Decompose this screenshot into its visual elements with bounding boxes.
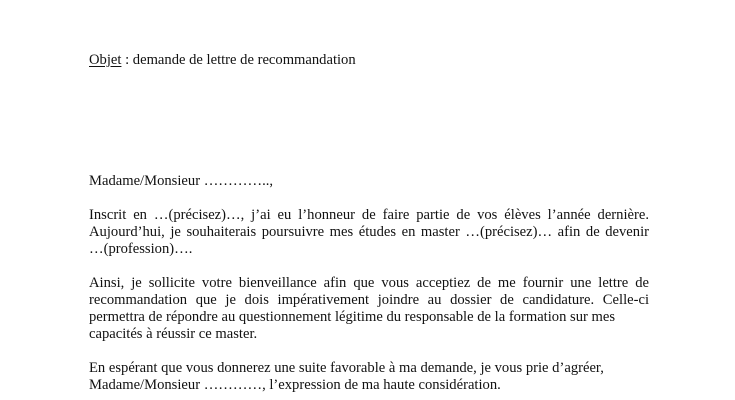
paragraph-3 xyxy=(89,360,649,394)
salutation: Madame/Monsieur ………….., xyxy=(89,173,274,189)
paragraph-3-line: Madame/Monsieur …………, l’expression de ma haute considération. xyxy=(89,377,501,393)
paragraph-2-line: recommandation que je dois impérativement joindre au dossier de candidature. Celle-ci xyxy=(89,292,649,308)
paragraph-2-line: permettra de répondre au questionnement légitime du responsable de la formation sur mes xyxy=(89,309,616,325)
paragraph-1-line: …(profession)…. xyxy=(89,241,193,257)
paragraph-2-line: capacités à réussir ce master. xyxy=(89,326,258,342)
paragraph-2-line: Ainsi, je sollicite votre bienveillance afin que vous acceptiez de me fournir une lettre de xyxy=(89,275,649,291)
paragraph-1-line: Aujourd’hui, je souhaiterais poursuivre mes études en master …(précisez)… afin de devenir xyxy=(89,224,649,240)
subject-text: : demande de lettre de recommandation xyxy=(121,52,356,68)
paragraph-1 xyxy=(89,207,649,258)
paragraph-3-line: En espérant que vous donnerez une suite favorable à ma demande, je vous prie d’agréer, xyxy=(89,360,604,376)
paragraph-1-line: Inscrit en …(précisez)…, j’ai eu l’honneur de faire partie de vos élèves l’année dernière. xyxy=(89,207,649,223)
paragraph-2 xyxy=(89,275,649,343)
subject-line xyxy=(89,52,356,69)
subject-label: Objet xyxy=(89,52,122,68)
